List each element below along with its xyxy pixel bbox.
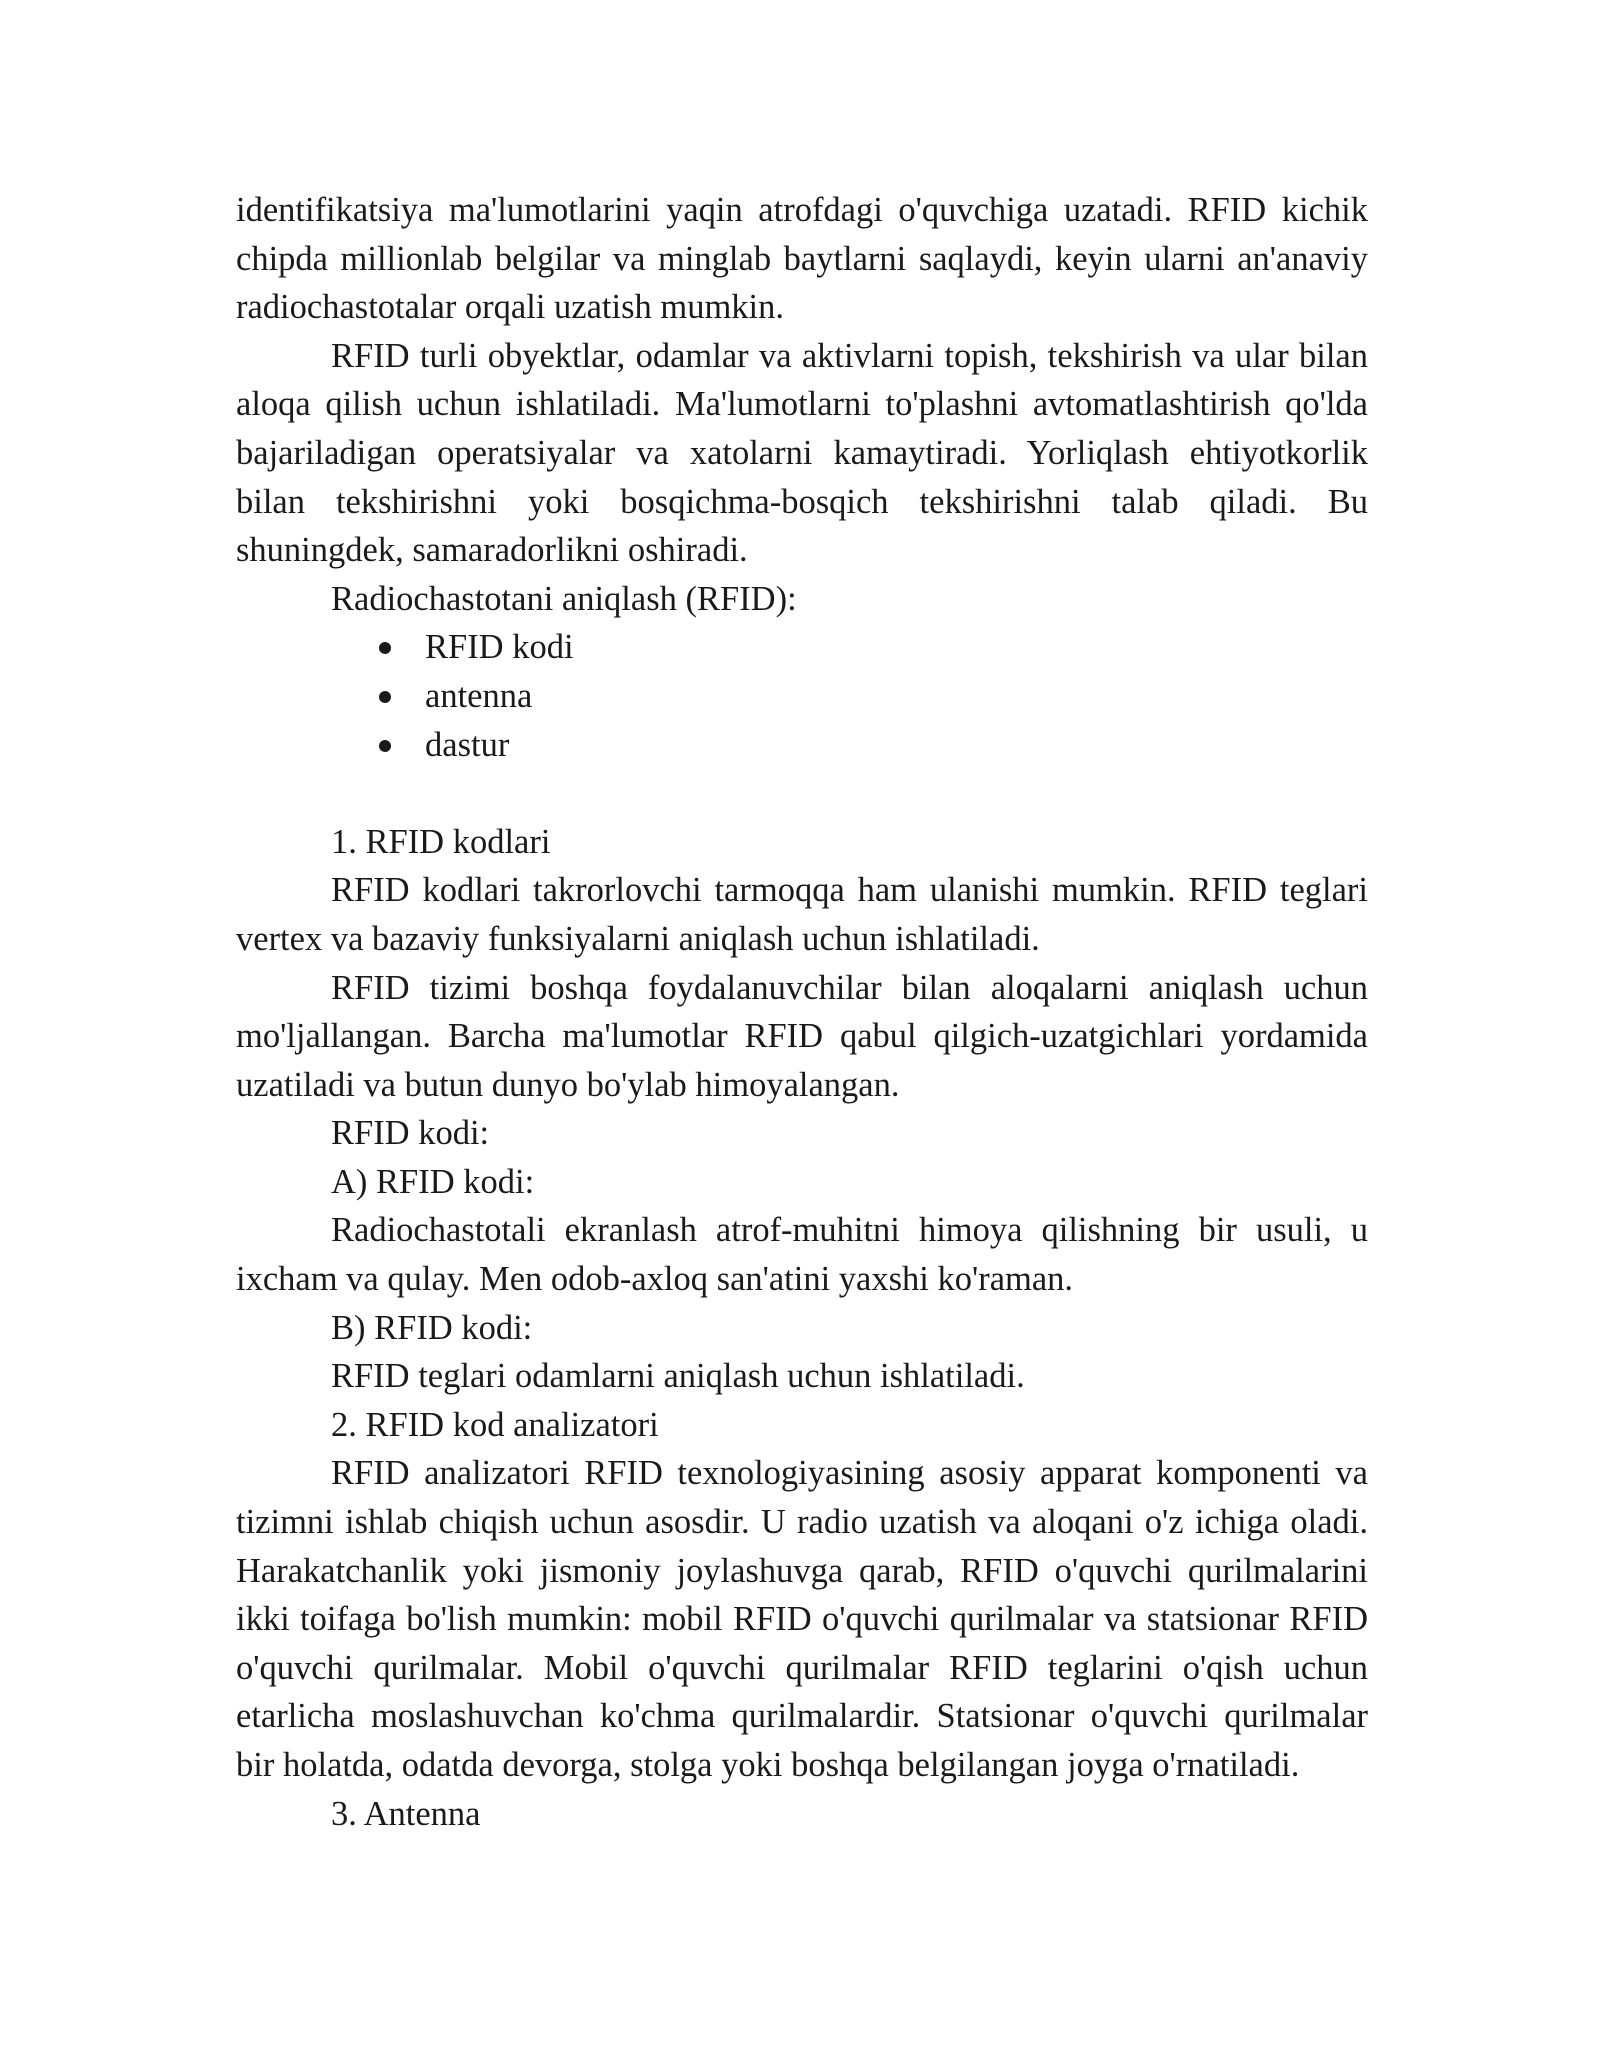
list-heading: Radiochastotani aniqlash (RFID): [331,579,797,618]
paragraph-rfid-analyzer: RFID analizatori RFID texnologiyasining asosiy apparat komponenti va tizimni ishlab chiqish uchun asosdir. U radio uzatish va aloqani o'z ichiga oladi. Harakatchanlik yoki jismoniy joylashuvga qarab, RFID o'quvchi qurilmalarini ikki toifaga bo'lish mumkin: mobil RFID o'quvchi qurilmalar va statsionar RFID o'quvchi qurilmalar. Mobil o'quvchi qurilmalar RFID teglarini o'qish uchun etarlicha moslashuvchan ko'chma qurilmalardir. Statsionar o'quvchi qurilmalar bir holatda, odatda devorga, stolga yoki boshqa belgilangan joyga o'rnatiladi. [236,1454,1368,1784]
rfid-components-list [236,623,1368,769]
list-item [236,623,1368,672]
section-title-antenna: 3. Antenna [331,1794,481,1833]
blank-line [236,769,1368,818]
paragraph-rfid-system: RFID tizimi boshqa foydalanuvchilar bilan aloqalarni aniqlash uchun mo'ljallangan. Barcha ma'lumotlar RFID qabul qilgich-uzatgichlari yordamida uzatiladi va butun dunyo bo'ylab himoyalangan. [236,968,1368,1104]
label-rfid-code-a: A) RFID kodi: [331,1162,535,1201]
label-rfid-code: RFID kodi: [331,1114,490,1153]
label-rfid-code-b: B) RFID kodi: [331,1308,533,1347]
bullet-icon [379,740,391,752]
list-item [236,672,1368,721]
bullet-icon [379,691,391,703]
document-body [236,186,1368,1838]
paragraph-intro-continuation: identifikatsiya ma'lumotlarini yaqin atrofdagi o'quvchiga uzatadi. RFID kichik chipda millionlab belgilar va minglab baytlarni saqlaydi, keyin ularni an'anaviy radiochastotalar orqali uzatish mumkin. [236,191,1368,327]
paragraph-rfid-usage: RFID turli obyektlar, odamlar va aktivlarni topish, tekshirish va ular bilan aloqa qilish uchun ishlatiladi. Ma'lumotlarni to'plashni avtomatlashtirish qo'lda bajariladigan operatsiyalar va xatolarni kamaytiradi. Yorliqlash ehtiyotkorlik bilan tekshirishni yoki bosqichma-bosqich tekshirishni talab qiladi. Bu shuningdek, samaradorlikni oshiradi. [236,336,1368,570]
bullet-icon [379,642,391,654]
list-item-text: RFID kodi [425,628,574,667]
paragraph-rfid-tags: RFID teglari odamlarni aniqlash uchun ishlatiladi. [331,1357,1025,1396]
list-item-text: dastur [425,725,510,764]
list-item-text: antenna [425,676,533,715]
paragraph-rf-shielding: Radiochastotali ekranlash atrof-muhitni himoya qilishning bir usuli, u ixcham va qulay. Men odob-axloq san'atini yaxshi ko'raman. [236,1211,1368,1299]
section-title-rfid-codes: 1. RFID kodlari [331,822,551,861]
list-item [236,721,1368,770]
section-title-code-analyzer: 2. RFID kod analizatori [331,1405,659,1444]
paragraph-rfid-codes: RFID kodlari takrorlovchi tarmoqqa ham ulanishi mumkin. RFID teglari vertex va bazaviy funksiyalarni aniqlash uchun ishlatiladi. [236,871,1368,958]
